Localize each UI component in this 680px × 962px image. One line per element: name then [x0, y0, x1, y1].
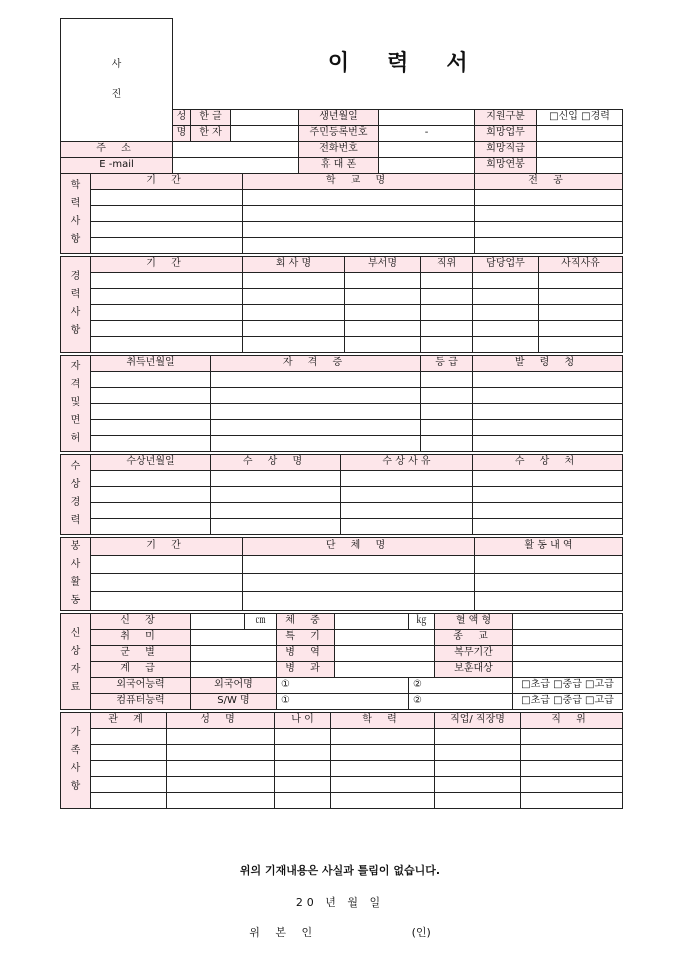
- table-row: [61, 387, 623, 403]
- veteran-field[interactable]: [191, 645, 277, 661]
- height-field[interactable]: [191, 613, 245, 629]
- apply-type-options[interactable]: □신입 □경력: [537, 109, 623, 125]
- license-section-label: 자 격 및 면 허: [61, 355, 91, 451]
- height-unit: ㎝: [245, 613, 277, 629]
- resume-form: [60, 18, 622, 809]
- desired-rank-label: 희망직급: [475, 141, 537, 157]
- email-field[interactable]: [173, 157, 299, 173]
- desired-job-label: 희망업무: [475, 125, 537, 141]
- fam-col-age: 나 이: [275, 712, 331, 728]
- table-row: [61, 792, 623, 808]
- body-table: [60, 613, 623, 710]
- table-row: [61, 744, 623, 760]
- apply-type-label: 지원구분: [475, 109, 537, 125]
- veteran-label: 군 별: [91, 645, 191, 661]
- vol-col-org: 단 체 명: [243, 537, 475, 555]
- fam-col-relation: 관 계: [91, 712, 167, 728]
- patriot-label: 보훈대상: [435, 661, 513, 677]
- body-section-label: 신 상 자 료: [61, 613, 91, 709]
- sw-opt2[interactable]: ②: [409, 693, 513, 709]
- birth-field[interactable]: [379, 109, 475, 125]
- education-section-label: 학 력 사 항: [61, 174, 91, 254]
- skill-field[interactable]: [335, 629, 435, 645]
- career-table: [60, 256, 623, 353]
- table-row: [61, 555, 623, 573]
- table-row: [61, 518, 623, 534]
- desired-job-field[interactable]: [537, 125, 623, 141]
- family-table: [60, 712, 623, 809]
- table-row: [61, 237, 623, 253]
- name-group-bottom: 명: [173, 125, 191, 141]
- mobile-field[interactable]: [379, 157, 475, 173]
- lang-opt2[interactable]: ②: [409, 677, 513, 693]
- lang-levels[interactable]: □초급 □중급 □고급: [513, 677, 623, 693]
- education-table: [60, 174, 623, 254]
- rank-label: 계 급: [91, 661, 191, 677]
- weight-unit: ㎏: [409, 613, 435, 629]
- awards-col-giver: 수 상 처: [473, 454, 623, 470]
- license-col-date: 취득년월일: [91, 355, 211, 371]
- vol-col-activity: 활 동 내 역: [475, 537, 623, 555]
- career-col-duty: 담당업무: [473, 256, 539, 272]
- table-row: [61, 470, 623, 486]
- sw-levels[interactable]: □초급 □중급 □고급: [513, 693, 623, 709]
- desired-salary-field[interactable]: [537, 157, 623, 173]
- hanja-name-field[interactable]: [231, 125, 299, 141]
- table-row: [61, 760, 623, 776]
- resident-label: 주민등록번호: [299, 125, 379, 141]
- service-period-label: 복무기간: [435, 645, 513, 661]
- table-row: [61, 419, 623, 435]
- table-row: [61, 486, 623, 502]
- edu-col-period: 기 간: [91, 174, 243, 190]
- career-col-dept: 부서명: [345, 256, 421, 272]
- fam-col-edu: 학 력: [331, 712, 435, 728]
- name-group-top: 성: [173, 109, 191, 125]
- table-row: [61, 304, 623, 320]
- address-field[interactable]: [173, 141, 299, 157]
- lang-name-label: 외국어명: [191, 677, 277, 693]
- volunteer-table: [60, 537, 623, 611]
- table-row: [61, 592, 623, 610]
- career-col-company: 회 사 명: [243, 256, 345, 272]
- career-col-period: 기 간: [91, 256, 243, 272]
- table-row: [61, 288, 623, 304]
- sw-label: S/W 명: [191, 693, 277, 709]
- address-label: 주 소: [61, 141, 173, 157]
- desired-salary-label: 희망연봉: [475, 157, 537, 173]
- sw-opt1[interactable]: ①: [277, 693, 409, 709]
- table-row: [61, 272, 623, 288]
- lang-opt1[interactable]: ①: [277, 677, 409, 693]
- table-row: [61, 403, 623, 419]
- branch-label: 병 과: [277, 661, 335, 677]
- table-row: [61, 205, 623, 221]
- fam-col-job: 직업/ 직장명: [435, 712, 521, 728]
- weight-label: 체 중: [277, 613, 335, 629]
- awards-col-reason: 수 상 사 유: [341, 454, 473, 470]
- hobby-label: 취 미: [91, 629, 191, 645]
- photo-label-bottom: 진: [111, 88, 122, 100]
- table-row: [61, 221, 623, 237]
- family-section-label: 가 족 사 항: [61, 712, 91, 808]
- photo-label-top: 사: [111, 58, 122, 70]
- career-section-label: 경 력 사 항: [61, 256, 91, 352]
- awards-table: [60, 454, 623, 535]
- license-table: [60, 355, 623, 452]
- service-label: 병 역: [277, 645, 335, 661]
- awards-section-label: 수 상 경 력: [61, 454, 91, 534]
- page-title: 이력서: [327, 50, 506, 76]
- table-row: [61, 336, 623, 352]
- computer-label: 컴퓨터능력: [91, 693, 191, 709]
- signer-label: 위 본 인: [249, 926, 319, 939]
- table-row: [61, 728, 623, 744]
- hobby-field[interactable]: [191, 629, 277, 645]
- edu-col-major: 전 공: [475, 174, 623, 190]
- hangul-label: 한 글: [191, 109, 231, 125]
- desired-rank-field[interactable]: [537, 141, 623, 157]
- personal-table: [60, 18, 623, 174]
- rank-field[interactable]: [191, 661, 277, 677]
- birth-label: 생년월일: [299, 109, 379, 125]
- table-row: [61, 435, 623, 451]
- weight-field[interactable]: [335, 613, 409, 629]
- license-col-cert: 자 격 증: [211, 355, 421, 371]
- seal-label[interactable]: (인): [411, 926, 431, 939]
- hangul-name-field[interactable]: [231, 109, 299, 125]
- license-col-grade: 등 급: [421, 355, 473, 371]
- religion-label: 종 교: [435, 629, 513, 645]
- table-row: [61, 574, 623, 592]
- fam-col-position: 직 위: [521, 712, 623, 728]
- table-row: [61, 189, 623, 205]
- blood-field[interactable]: [513, 613, 623, 629]
- date-line: 20 년 월 일: [295, 896, 385, 909]
- career-col-position: 직위: [421, 256, 473, 272]
- declaration-statement: 위의 기재내용은 사실과 틀림이 없습니다.: [239, 864, 441, 877]
- hanja-label: 한 자: [191, 125, 231, 141]
- fam-col-name: 성 명: [167, 712, 275, 728]
- service-period-field[interactable]: [513, 645, 623, 661]
- table-row: [61, 371, 623, 387]
- phone-label: 전화번호: [299, 141, 379, 157]
- height-label: 신 장: [91, 613, 191, 629]
- patriot-field[interactable]: [513, 661, 623, 677]
- career-col-reason: 사직사유: [539, 256, 623, 272]
- branch-field[interactable]: [335, 661, 435, 677]
- awards-col-name: 수 상 명: [211, 454, 341, 470]
- signer-line: [0, 924, 680, 940]
- awards-col-date: 수상년월일: [91, 454, 211, 470]
- resident-field[interactable]: -: [379, 125, 475, 141]
- volunteer-section-label: 봉 사 활 동: [61, 537, 91, 610]
- email-label: E -mail: [61, 157, 173, 173]
- mobile-label: 휴 대 폰: [299, 157, 379, 173]
- skill-label: 특 기: [277, 629, 335, 645]
- lang-label: 외국어능력: [91, 677, 191, 693]
- vol-col-period: 기 간: [91, 537, 243, 555]
- license-col-issuer: 발 령 청: [473, 355, 623, 371]
- phone-field[interactable]: [379, 141, 475, 157]
- photo-box[interactable]: [61, 19, 173, 142]
- table-row: [61, 776, 623, 792]
- service-field[interactable]: [335, 645, 435, 661]
- blood-label: 혈 액 형: [435, 613, 513, 629]
- table-row: [61, 502, 623, 518]
- table-row: [61, 320, 623, 336]
- religion-field[interactable]: [513, 629, 623, 645]
- edu-col-school: 학 교 명: [243, 174, 475, 190]
